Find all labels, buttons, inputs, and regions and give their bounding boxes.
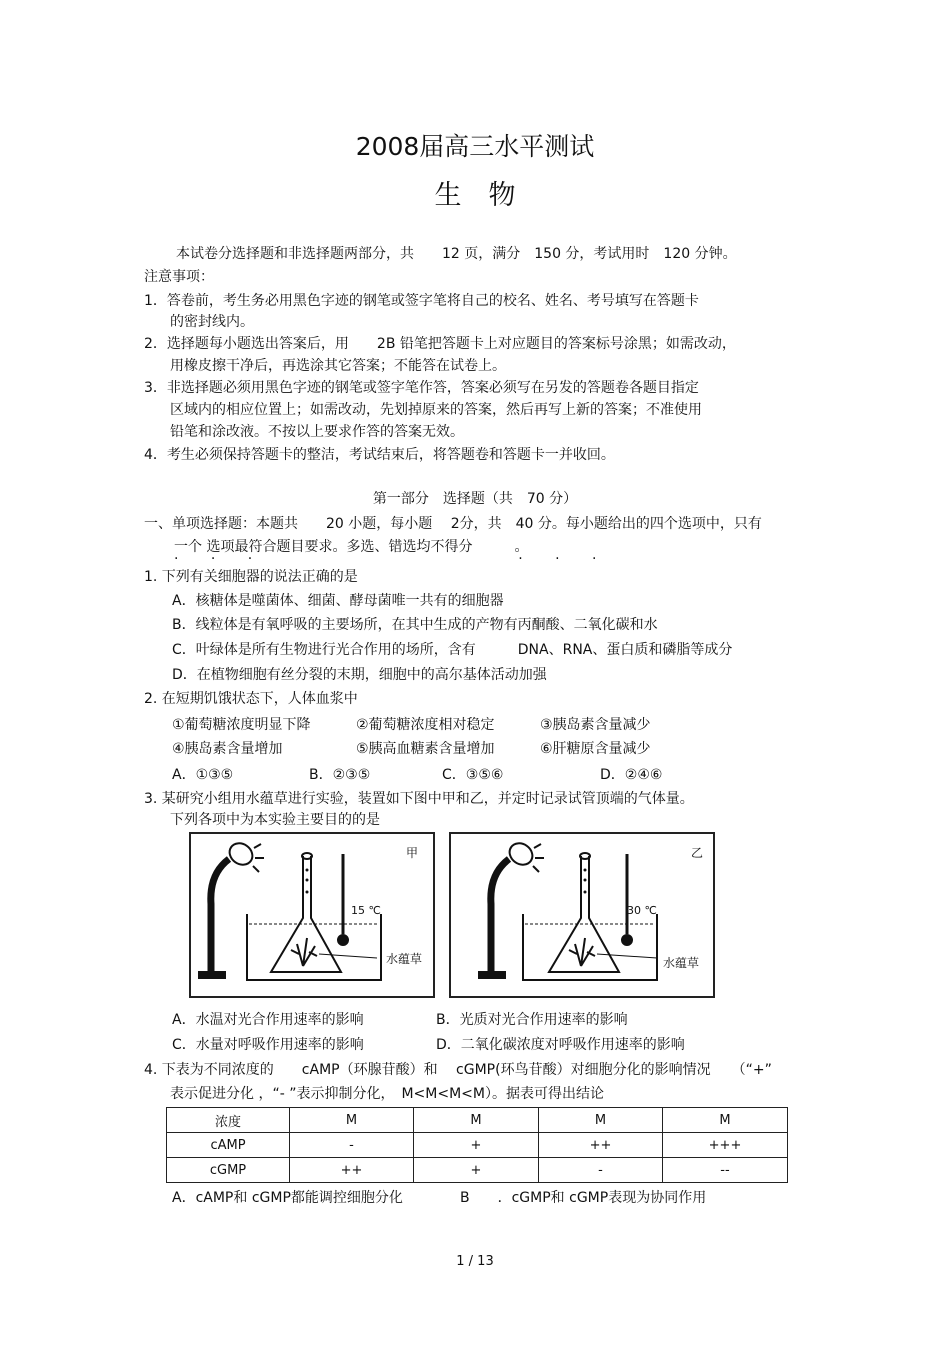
q2-item: ②葡萄糖浓度相对稳定 [356,717,495,733]
table-cell: cAMP [167,1133,290,1158]
option-c: C．水量对呼吸作用速率的影响 [172,1037,364,1053]
question-stem-line2: 表示促进分化 ，“- ”表示抑制分化， M<M<M<M）。据表可得出结论 [170,1086,604,1102]
option-b: B ．cGMP和 cGMP表现为协同作用 [460,1190,707,1206]
q2-item: ⑥肝糖原含量减少 [540,741,651,757]
option-c: C．③⑤⑥ [442,767,504,783]
table-header-cell: M [539,1108,663,1133]
apparatus-drawing [191,834,433,996]
table-header-cell: 浓度 [167,1108,290,1133]
table-cell: +++ [663,1133,788,1158]
option-a: A．①③⑤ [172,767,234,783]
part-heading: 第一部分 选择题（共 70 分） [372,491,578,507]
note-line: 用橡皮擦干净后，再选涂其它答案；不能答在试卷上。 [170,358,506,374]
option-c: C．叶绿体是所有生物进行光合作用的场所，含有 DNA、RNA、蛋白质和磷脂等成分 [172,642,733,658]
table-header-row [167,1108,788,1133]
temperature-label: 15 ℃ [351,904,381,917]
section-instructions-line2: 一个 选项最符合题目要求。多选、错选均不得分 。 [174,539,529,555]
question-stem: 4. 下表为不同浓度的 cAMP（环腺苷酸）和 cGMP(环鸟苷酸）对细胞分化的影响情况 （“+” [144,1062,772,1078]
notes-heading: 注意事项： [144,269,214,285]
subject-title: 生 物 [434,180,516,211]
table-cell: - [290,1133,414,1158]
table-header-cell: M [663,1108,788,1133]
section-instructions: 一、单项选择题：本题共 20 小题，每小题 2分，共 40 分。每小题给出的四个选项中，只有 [144,516,762,532]
table-cell: ++ [539,1133,663,1158]
option-b: B．②③⑤ [309,767,371,783]
option-d: D．二氧化碳浓度对呼吸作用速率的影响 [436,1037,685,1053]
question-stem: 3. 某研究小组用水蕴草进行实验，装置如下图中甲和乙，并定时记录试管顶端的气体量。 [144,791,694,807]
table-cell: - [539,1158,663,1183]
apparatus-drawing [451,834,713,996]
table-cell: ++ [290,1158,414,1183]
table-cell: + [414,1133,539,1158]
emphasis-dots: · · · · · · [174,551,611,567]
option-d: D．在植物细胞有丝分裂的末期，细胞中的高尔基体活动加强 [172,667,547,683]
q2-item: ③胰岛素含量减少 [540,717,651,733]
figure-label: 乙 [691,846,704,860]
figure-label: 甲 [406,846,419,860]
table-cell: -- [663,1158,788,1183]
option-b: B．线粒体是有氧呼吸的主要场所，在其中生成的产物有丙酮酸、二氧化碳和水 [172,617,658,633]
table-row [167,1158,788,1183]
note-line: 4．考生必须保持答题卡的整洁，考试结束后，将答题卷和答题卡一并收回。 [144,447,615,463]
table-cell: + [414,1158,539,1183]
table-row [167,1133,788,1158]
page-number: 1 / 13 [456,1254,494,1269]
table-header-cell: M [290,1108,414,1133]
question-stem-line2: 下列各项中为本实验主要目的的是 [170,812,380,828]
q2-item: ④胰岛素含量增加 [172,741,283,757]
table-cell: cGMP [167,1158,290,1183]
table-header-cell: M [414,1108,539,1133]
plant-label: 水蕴草 [663,956,700,970]
temperature-label: 30 ℃ [627,904,657,917]
note-line: 铅笔和涂改液。不按以上要求作答的答案无效。 [170,424,464,440]
page-title: 2008届高三水平测试 [355,132,595,161]
question-stem: 2. 在短期饥饿状态下，人体血浆中 [144,691,358,707]
plant-label: 水蕴草 [386,952,423,966]
option-d: D．②④⑥ [600,767,663,783]
option-b: B．光质对光合作用速率的影响 [436,1012,628,1028]
note-line: 1．答卷前，考生务必用黑色字迹的钢笔或签字笔将自己的校名、姓名、考号填写在答题卡 [144,293,699,309]
note-line: 3．非选择题必须用黑色字迹的钢笔或签字笔作答，答案必须写在另发的答题卷各题目指定 [144,380,699,396]
note-line: 区域内的相应位置上；如需改动，先划掉原来的答案，然后再写上新的答案；不准使用 [170,402,702,418]
concentration-table [166,1107,788,1183]
question-stem: 1. 下列有关细胞器的说法正确的是 [144,569,358,585]
q2-item: ⑤胰高血糖素含量增加 [356,741,495,757]
intro-line: 本试卷分选择题和非选择题两部分，共 12 页，满分 150 分，考试用时 120 分钟。 [176,246,737,262]
note-line: 的密封线内。 [170,314,254,330]
option-a: A．水温对光合作用速率的影响 [172,1012,364,1028]
q2-item: ①葡萄糖浓度明显下降 [172,717,311,733]
note-line: 2．选择题每小题选出答案后，用 2B 铅笔把答题卡上对应题目的答案标号涂黑；如需改动， [144,336,736,352]
apparatus-figure-jia [189,832,435,998]
option-a: A．cAMP和 cGMP都能调控细胞分化 [172,1190,403,1206]
option-a: A．核糖体是噬菌体、细菌、酵母菌唯一共有的细胞器 [172,593,504,609]
apparatus-figure-yi [449,832,715,998]
